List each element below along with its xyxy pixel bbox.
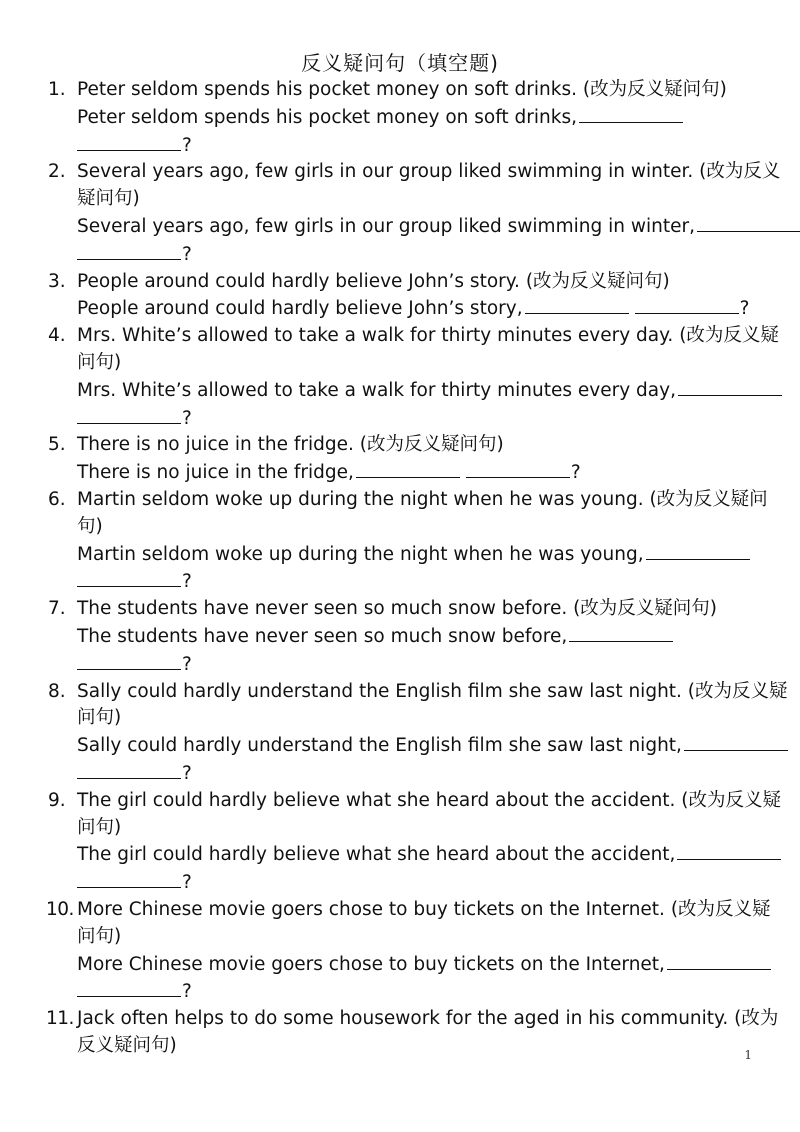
answer-line-continued	[77, 568, 757, 596]
answer-line	[77, 104, 757, 132]
answer-blank[interactable]	[77, 760, 181, 779]
answer-blank[interactable]	[77, 132, 181, 151]
question-number: 2.	[48, 161, 66, 183]
question-prompt-line: Martin seldom woke up during the night when he was young. (改为反义疑问	[77, 488, 768, 510]
answer-blank[interactable]	[579, 104, 683, 123]
question-mark: ?	[182, 653, 192, 675]
answer-prefix: Martin seldom woke up during the night when he was young,	[77, 543, 644, 565]
answer-line-continued	[77, 869, 757, 897]
answer-line-continued	[77, 241, 757, 269]
answer-blank[interactable]	[677, 841, 781, 860]
question-prompt-line: 问句)	[77, 351, 122, 373]
answer-blank[interactable]	[646, 541, 750, 560]
answer-prefix: Peter seldom spends his pocket money on soft drinks,	[77, 106, 577, 128]
answer-line-continued	[77, 405, 757, 433]
question-prompt-line: 反义疑问句)	[77, 1034, 177, 1056]
answer-blank[interactable]	[77, 568, 181, 587]
answer-prefix: The students have never seen so much snow before,	[77, 625, 568, 647]
answer-prefix: Sally could hardly understand the English film she saw last night,	[77, 735, 682, 757]
answer-line-continued	[77, 978, 757, 1006]
question-mark: ?	[182, 762, 192, 784]
answer-blank[interactable]	[77, 241, 181, 260]
answer-blank[interactable]	[356, 459, 460, 478]
question-prompt-line: People around could hardly believe John’s story. (改为反义疑问句)	[77, 270, 670, 292]
answer-prefix: People around could hardly believe John’s story,	[77, 298, 523, 320]
question-body	[77, 487, 768, 596]
question-number: 8.	[48, 680, 66, 702]
answer-line-continued	[77, 132, 757, 160]
question-prompt-line: 问句)	[77, 816, 122, 838]
answer-line	[77, 377, 757, 405]
question-item	[0, 897, 800, 1006]
question-mark: ?	[182, 134, 192, 156]
question-body	[77, 432, 757, 487]
question-item	[0, 788, 800, 897]
question-number: 4.	[48, 325, 66, 347]
question-prompt-line: 问句)	[77, 925, 122, 947]
question-item	[0, 159, 800, 268]
question-prompt-line: Jack often helps to do some housework for the aged in his community. (改为	[77, 1008, 779, 1030]
answer-blank[interactable]	[667, 951, 771, 970]
question-body	[77, 323, 779, 432]
question-item	[0, 1006, 800, 1060]
question-item	[0, 77, 800, 159]
question-body	[77, 596, 757, 678]
question-item	[0, 679, 800, 788]
question-body	[77, 897, 771, 1006]
question-mark: ?	[182, 243, 192, 265]
answer-blank[interactable]	[697, 213, 800, 232]
question-prompt-line: 问句)	[77, 707, 122, 729]
question-mark: ?	[570, 462, 581, 484]
question-mark: ?	[182, 981, 192, 1003]
answer-line	[77, 841, 757, 869]
answer-blank[interactable]	[77, 405, 181, 424]
question-prompt-line: The students have never seen so much snow before. (改为反义疑问句)	[77, 598, 718, 620]
answer-line	[77, 213, 757, 241]
question-number: 9.	[48, 789, 66, 811]
answer-line	[77, 732, 757, 760]
question-prompt-line: More Chinese movie goers chose to buy tickets on the Internet. (改为反义疑	[77, 898, 771, 920]
question-item	[0, 487, 800, 596]
question-mark: ?	[182, 407, 192, 429]
question-prompt-line: 句)	[77, 515, 103, 537]
question-body	[77, 77, 757, 159]
answer-blank[interactable]	[569, 623, 673, 642]
answer-line-continued	[77, 651, 757, 679]
question-mark: ?	[182, 571, 192, 593]
question-number: 1.	[48, 79, 66, 100]
answer-line	[77, 295, 757, 323]
question-body	[77, 788, 782, 897]
question-body	[77, 269, 757, 324]
question-prompt-line: Sally could hardly understand the English film she saw last night. (改为反义疑	[77, 680, 788, 702]
answer-blank[interactable]	[77, 869, 181, 888]
question-number: 7.	[48, 598, 66, 620]
answer-line-continued	[77, 760, 757, 788]
answer-blank[interactable]	[525, 295, 629, 314]
question-item	[0, 432, 800, 487]
answer-blank[interactable]	[678, 377, 782, 396]
answer-line	[77, 951, 757, 979]
answer-line	[77, 459, 757, 487]
question-prompt-line: There is no juice in the fridge. (改为反义疑问句)	[77, 434, 504, 456]
question-mark: ?	[182, 872, 192, 894]
question-prompt-line: Peter seldom spends his pocket money on soft drinks. (改为反义疑问句)	[77, 79, 727, 100]
question-number: 11.	[46, 1008, 74, 1030]
question-item	[0, 323, 800, 432]
question-prompt-line: Mrs. White’s allowed to take a walk for thirty minutes every day. (改为反义疑	[77, 325, 779, 347]
question-body	[77, 679, 788, 788]
answer-prefix: More Chinese movie goers chose to buy tickets on the Internet,	[77, 953, 665, 975]
answer-prefix: Several years ago, few girls in our group liked swimming in winter,	[77, 215, 695, 237]
question-number: 10.	[46, 898, 74, 920]
answer-prefix: Mrs. White’s allowed to take a walk for thirty minutes every day,	[77, 379, 676, 401]
answer-prefix: The girl could hardly believe what she heard about the accident,	[77, 844, 676, 866]
question-item	[0, 596, 800, 678]
question-item	[0, 269, 800, 324]
question-number: 3.	[48, 270, 66, 292]
question-prompt-line: 疑问句)	[77, 188, 140, 210]
answer-line	[77, 541, 757, 569]
answer-blank[interactable]	[684, 732, 788, 751]
answer-blank[interactable]	[77, 978, 181, 997]
question-prompt-line: The girl could hardly believe what she heard about the accident. (改为反义疑	[77, 789, 782, 811]
page-title: 反义疑问句（填空题)	[301, 51, 499, 75]
question-body	[77, 1006, 779, 1060]
question-prompt-line: Several years ago, few girls in our group liked swimming in winter. (改为反义	[77, 161, 781, 183]
answer-blank[interactable]	[466, 459, 570, 478]
question-number: 6.	[48, 488, 66, 510]
question-body	[77, 159, 781, 268]
answer-line	[77, 623, 757, 651]
question-mark: ?	[739, 298, 750, 320]
answer-blank[interactable]	[77, 651, 181, 670]
answer-blank[interactable]	[635, 295, 739, 314]
question-list	[0, 77, 800, 1060]
page-number: 1	[744, 1048, 752, 1062]
question-number: 5.	[48, 434, 66, 456]
answer-prefix: There is no juice in the fridge,	[77, 462, 354, 484]
